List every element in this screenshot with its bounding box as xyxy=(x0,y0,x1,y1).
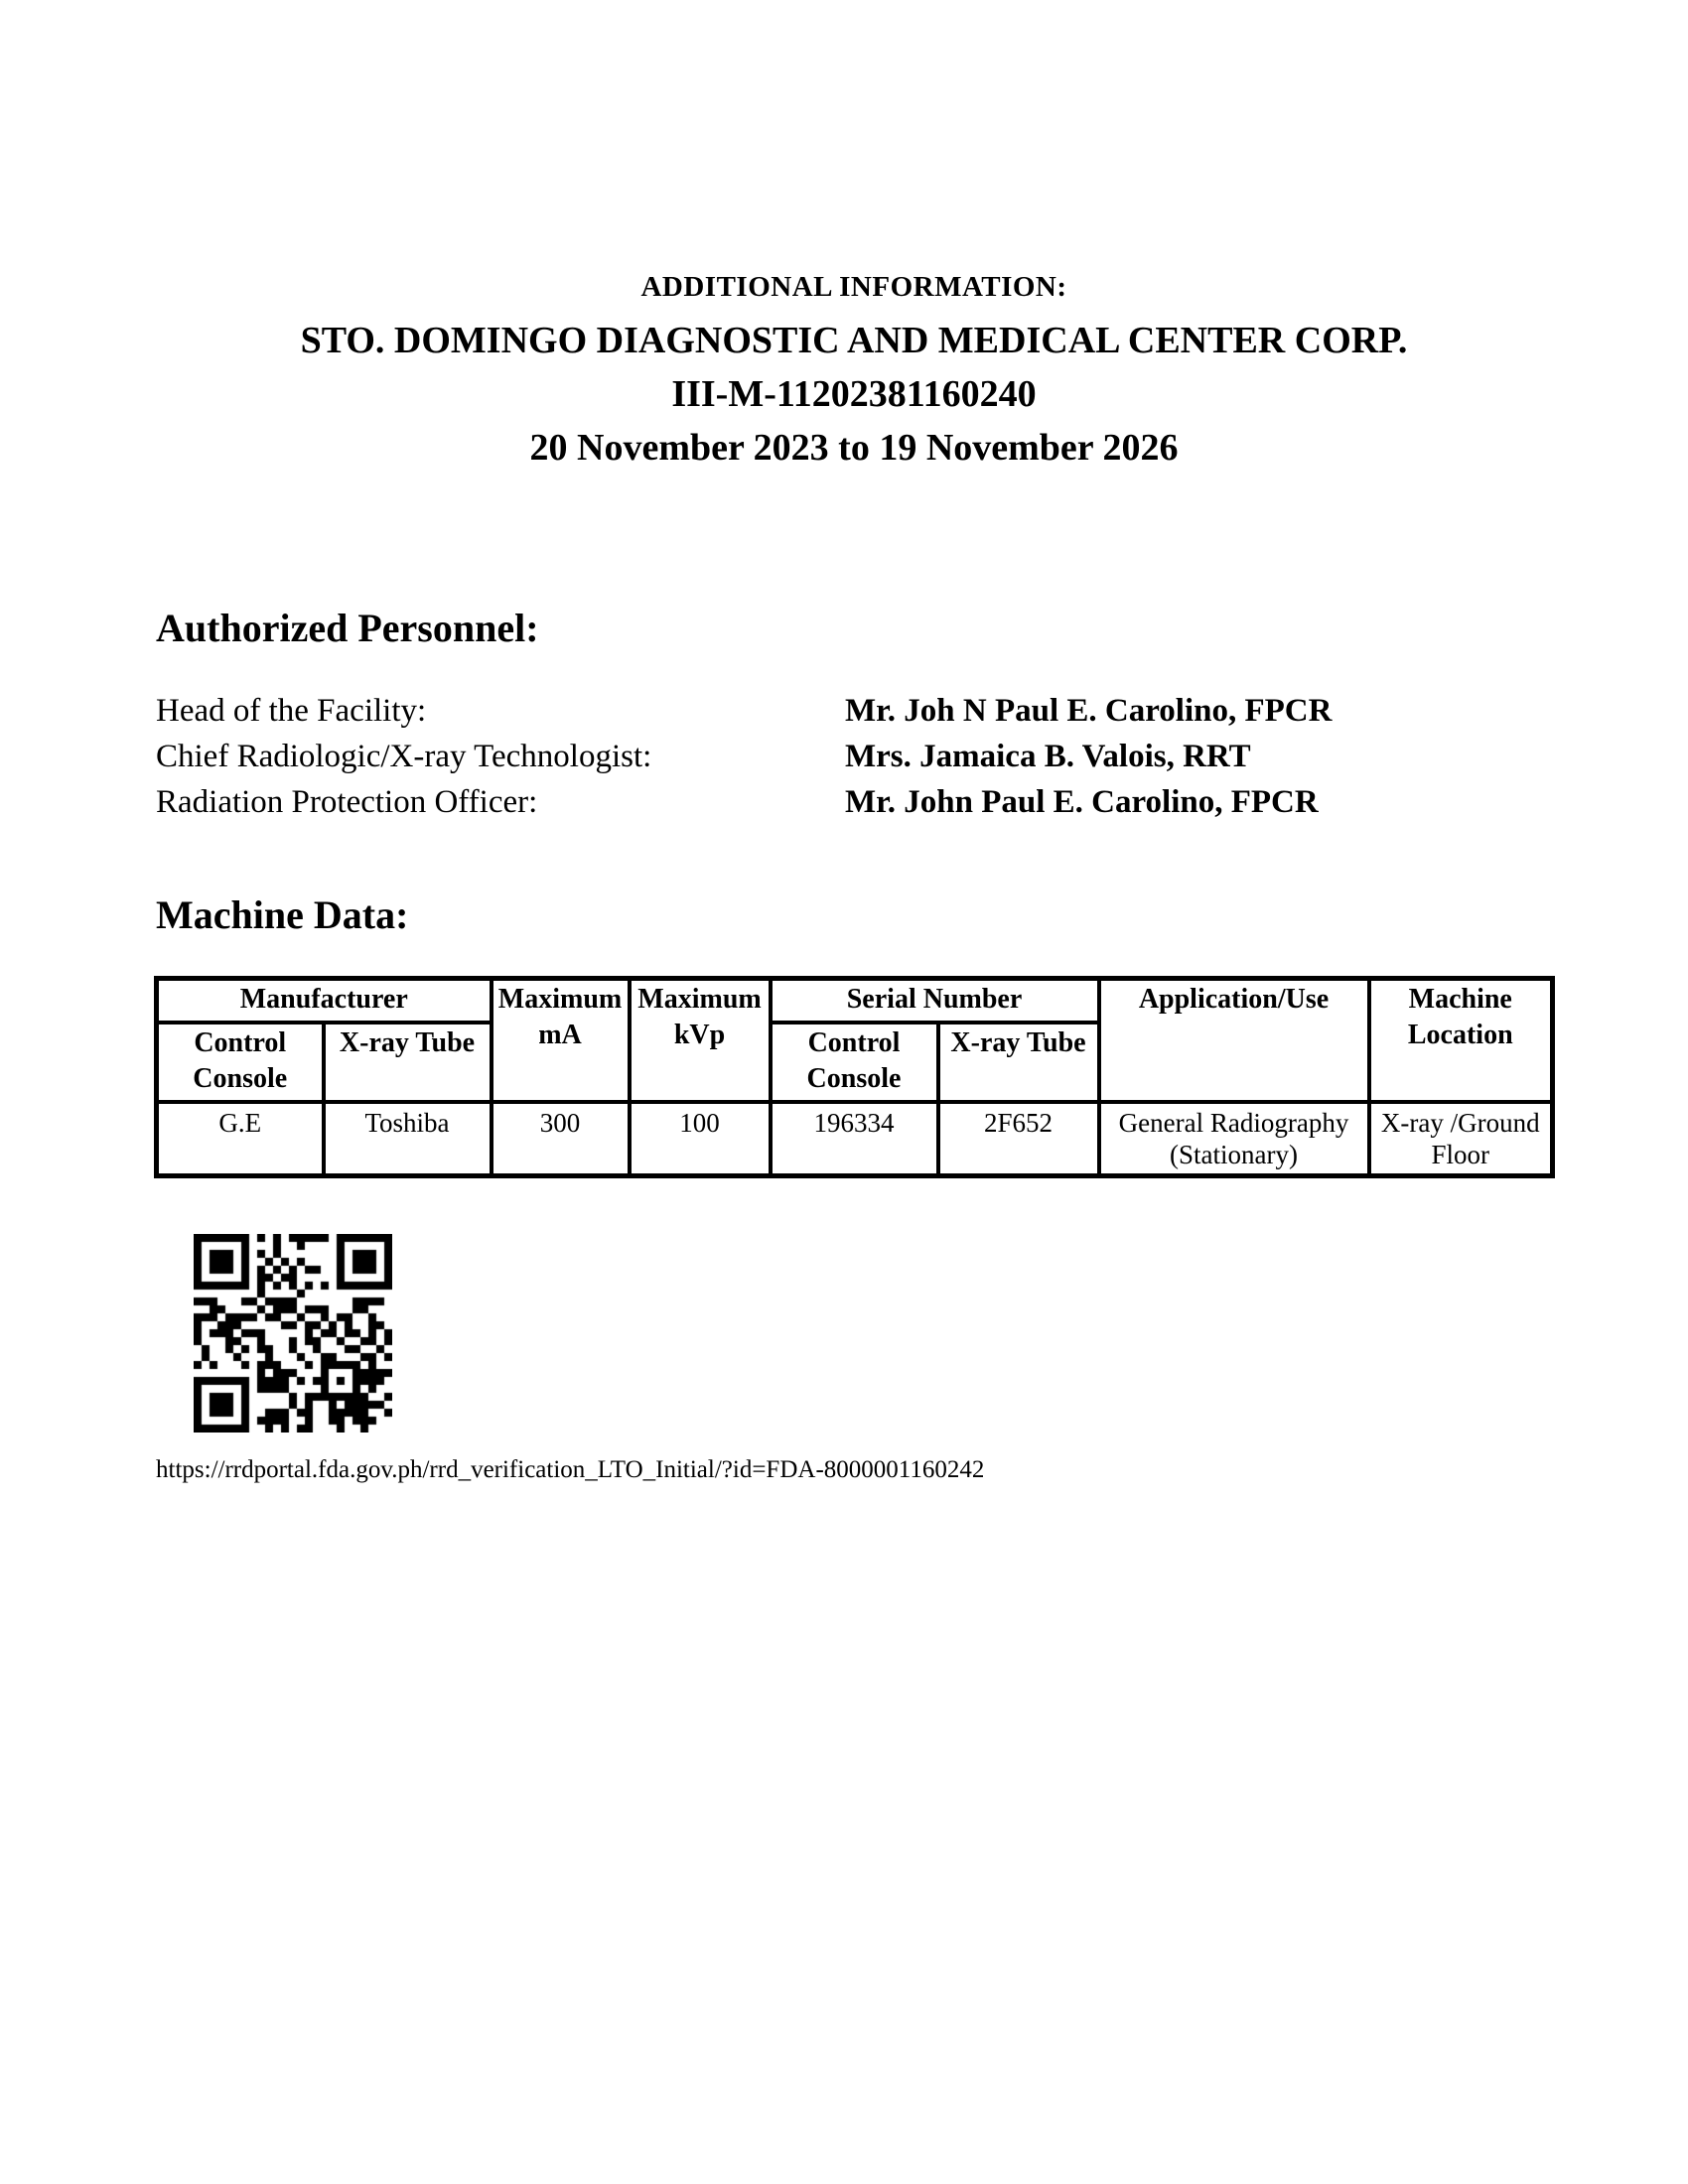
th-manufacturer: Manufacturer xyxy=(157,979,492,1023)
cell-maximum-ma: 300 xyxy=(492,1102,630,1176)
personnel-row xyxy=(156,734,1552,779)
cell-machine-location: X-ray /Ground Floor xyxy=(1369,1102,1553,1176)
personnel-list xyxy=(156,688,1552,825)
license-number: III-M-11202381160240 xyxy=(671,373,1037,415)
th-application-use: Application/Use xyxy=(1099,979,1369,1102)
personnel-label: Head of the Facility: xyxy=(156,693,427,729)
cell-application-use: General Radiography (Stationary) xyxy=(1099,1102,1369,1176)
personnel-row xyxy=(156,779,1552,825)
th-maximum-ma: Maximum mA xyxy=(492,979,630,1102)
personnel-value: Mr. John Paul E. Carolino, FPCR xyxy=(845,784,1319,820)
machine-data-heading: Machine Data: xyxy=(156,892,409,937)
personnel-value: Mrs. Jamaica B. Valois, RRT xyxy=(845,739,1251,774)
personnel-label: Chief Radiologic/X-ray Technologist: xyxy=(156,739,652,774)
cell-manufacturer-xray-tube: Toshiba xyxy=(324,1102,492,1176)
facility-name: STO. DOMINGO DIAGNOSTIC AND MEDICAL CENTER CORP. xyxy=(300,320,1408,361)
cell-manufacturer-control-console: G.E xyxy=(157,1102,324,1176)
th-serial-number: Serial Number xyxy=(771,979,1099,1023)
validity-period: 20 November 2023 to 19 November 2026 xyxy=(529,427,1179,469)
title-block xyxy=(156,260,1552,475)
personnel-label: Radiation Protection Officer: xyxy=(156,784,538,820)
cell-maximum-kvp: 100 xyxy=(630,1102,771,1176)
cell-serial-xray-tube: 2F652 xyxy=(938,1102,1099,1176)
th-manufacturer-control-console: Control Console xyxy=(157,1023,324,1102)
cell-serial-control-console: 196334 xyxy=(771,1102,938,1176)
personnel-value: Mr. Joh N Paul E. Carolino, FPCR xyxy=(845,693,1333,729)
th-machine-location: Machine Location xyxy=(1369,979,1553,1102)
qr-code-wrap xyxy=(194,1234,392,1433)
header-label: ADDITIONAL INFORMATION: xyxy=(640,271,1067,303)
qr-code-icon xyxy=(194,1234,392,1433)
th-maximum-kvp: Maximum kVp xyxy=(630,979,771,1102)
th-manufacturer-xray-tube: X-ray Tube xyxy=(324,1023,492,1102)
th-serial-control-console: Control Console xyxy=(771,1023,938,1102)
authorized-personnel-heading: Authorized Personnel: xyxy=(156,606,539,650)
verification-url: https://rrdportal.fda.gov.ph/rrd_verification_LTO_Initial/?id=FDA-8000001160242 xyxy=(156,1456,985,1483)
personnel-row xyxy=(156,688,1552,734)
th-serial-xray-tube: X-ray Tube xyxy=(938,1023,1099,1102)
machine-data-table xyxy=(154,976,1555,1178)
